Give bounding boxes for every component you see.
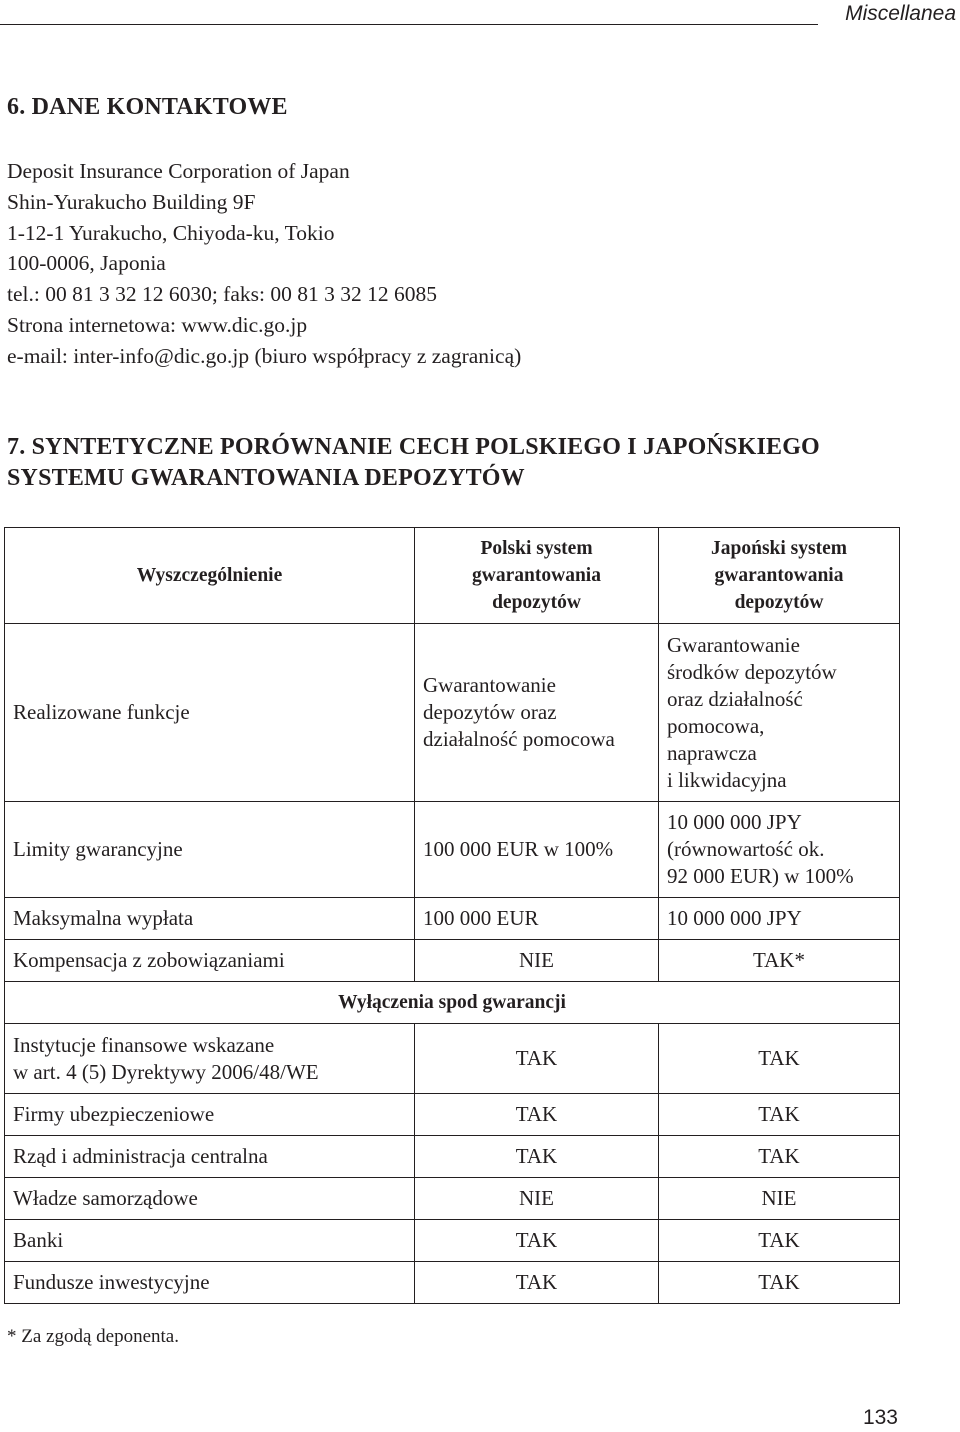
row-label: Realizowane funkcje [5, 624, 415, 802]
japanese-value: TAK [659, 1262, 900, 1304]
contact-email: e-mail: inter-info@dic.go.jp (biuro współpracy z zagranicą) [7, 343, 522, 368]
japanese-value: TAK* [659, 940, 900, 982]
japanese-value: 10 000 000 JPY (równowartość ok. 92 000 EUR) w 100% [659, 802, 900, 898]
row-label: Fundusze inwestycyjne [5, 1262, 415, 1304]
row-label: Kompensacja z zobowiązaniami [5, 940, 415, 982]
header-rule [0, 24, 818, 25]
row-label: Banki [5, 1220, 415, 1262]
table-row [5, 1220, 900, 1262]
contact-phone-fax: tel.: 00 81 3 32 12 6030; faks: 00 81 3 32 12 6085 [7, 282, 437, 307]
table-row [5, 1262, 900, 1304]
contact-street: 1-12-1 Yurakucho, Chiyoda-ku, Tokio [7, 220, 335, 245]
japanese-value: TAK [659, 1220, 900, 1262]
section-7-heading: 7. SYNTETYCZNE PORÓWNANIE CECH POLSKIEGO I JAPOŃSKIEGO SYSTEMU GWARANTOWANIA DEPOZYTÓW [7, 434, 820, 491]
table-row [5, 1094, 900, 1136]
header-cell-specification: Wyszczególnienie [5, 528, 415, 624]
polish-value: NIE [415, 940, 659, 982]
contact-website: Strona internetowa: www.dic.go.jp [7, 312, 308, 337]
comparison-table [4, 527, 900, 1304]
row-label: Maksymalna wypłata [5, 898, 415, 940]
table-row [5, 1136, 900, 1178]
contact-organization: Deposit Insurance Corporation of Japan [7, 159, 350, 183]
polish-value: TAK [415, 1094, 659, 1136]
header-cell-japanese-system: Japoński system gwarantowania depozytów [659, 528, 900, 624]
page-number: 133 [862, 1406, 898, 1429]
polish-value: TAK [415, 1136, 659, 1178]
polish-value: 100 000 EUR w 100% [415, 802, 659, 898]
row-label: Limity gwarancyjne [5, 802, 415, 898]
exclusions-title: Wyłączenia spod gwarancji [5, 982, 900, 1024]
table-row [5, 802, 900, 898]
japanese-value: TAK [659, 1094, 900, 1136]
row-label: Firmy ubezpieczeniowe [5, 1094, 415, 1136]
table-row [5, 1024, 900, 1094]
footnote: * Za zgodą deponenta. [7, 1326, 179, 1347]
table-row [5, 624, 900, 802]
table-row [5, 940, 900, 982]
section-6-heading: 6. DANE KONTAKTOWE [7, 94, 288, 120]
japanese-value: TAK [659, 1024, 900, 1094]
table-row [5, 1178, 900, 1220]
polish-value: Gwarantowanie depozytów oraz działalność pomocowa [415, 624, 659, 802]
exclusions-section-row [5, 982, 900, 1024]
row-label: Rząd i administracja centralna [5, 1136, 415, 1178]
japanese-value: 10 000 000 JPY [659, 898, 900, 940]
japanese-value: TAK [659, 1136, 900, 1178]
japanese-value: NIE [659, 1178, 900, 1220]
polish-value: 100 000 EUR [415, 898, 659, 940]
polish-value: TAK [415, 1220, 659, 1262]
polish-value: NIE [415, 1178, 659, 1220]
table-header-row [5, 528, 900, 624]
contact-postcode: 100-0006, Japonia [7, 251, 166, 276]
table-row [5, 898, 900, 940]
header-cell-polish-system: Polski system gwarantowania depozytów [415, 528, 659, 624]
row-label: Władze samorządowe [5, 1178, 415, 1220]
contact-building: Shin-Yurakucho Building 9F [7, 189, 256, 214]
running-header: Miscellanea [845, 2, 956, 25]
polish-value: TAK [415, 1262, 659, 1304]
japanese-value: Gwarantowanie środków depozytów oraz działalność pomocowa, naprawcza i likwidacyjna [659, 624, 900, 802]
contact-block [7, 156, 521, 372]
polish-value: TAK [415, 1024, 659, 1094]
row-label: Instytucje finansowe wskazane w art. 4 (5) Dyrektywy 2006/48/WE [5, 1024, 415, 1094]
